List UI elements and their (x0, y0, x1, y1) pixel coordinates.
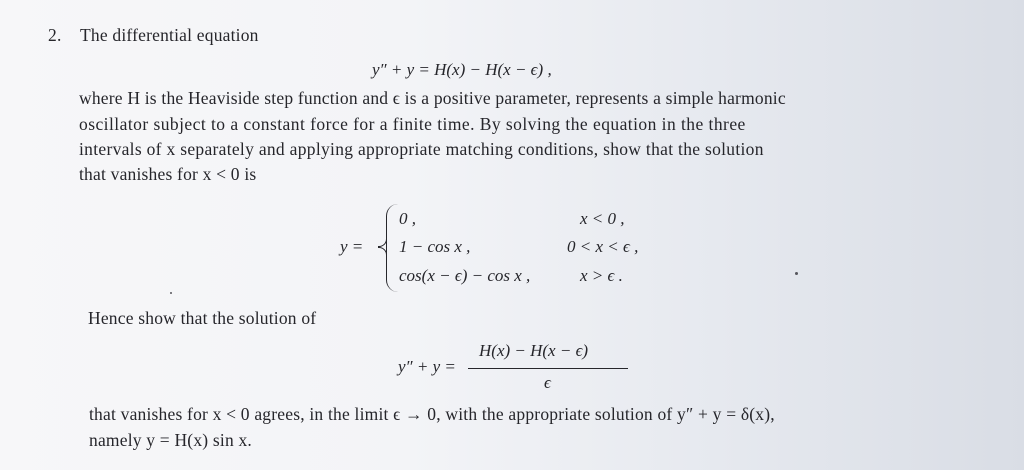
final-line-2: namely y = H(x) sin x. (89, 430, 252, 450)
case-expr-3: cos(x − ϵ) − cos x , (399, 266, 531, 285)
case-expr-2: 1 − cos x , (399, 237, 471, 256)
case-cond-1: x < 0 , (580, 209, 625, 228)
equation-2-lhs: y″ + y = (398, 357, 456, 376)
speck (170, 292, 172, 294)
final-line-1: that vanishes for x < 0 agrees, in the limit ϵ → 0, with the appropriate solution of y″ + y = δ(x), (89, 404, 775, 424)
paragraph-line-4: that vanishes for x < 0 is (79, 164, 257, 184)
hence-text: Hence show that the solution of (88, 308, 317, 328)
speck (795, 272, 798, 275)
problem-number: 2. (48, 25, 62, 45)
paragraph-line-2: oscillator subject to a constant force for a finite time. By solving the equation in the three (79, 114, 746, 134)
equation-2-denominator: ϵ (544, 373, 551, 392)
intro-text: The differential equation (80, 25, 259, 45)
case-cond-2: 0 < x < ϵ , (567, 237, 639, 256)
paragraph-line-1: where H is the Heaviside step function and ϵ is a positive parameter, represents a simple harmonic (79, 88, 786, 108)
case-expr-1: 0 , (399, 209, 416, 228)
main-equation: y″ + y = H(x) − H(x − ϵ) , (372, 60, 552, 79)
piecewise-brace (386, 204, 399, 292)
fraction-bar (468, 368, 628, 369)
paragraph-line-3: intervals of x separately and applying appropriate matching conditions, show that the solution (79, 139, 764, 159)
equation-2-numerator: H(x) − H(x − ϵ) (479, 341, 589, 360)
piecewise-lhs: y = (340, 237, 364, 256)
case-cond-3: x > ϵ . (580, 266, 623, 285)
